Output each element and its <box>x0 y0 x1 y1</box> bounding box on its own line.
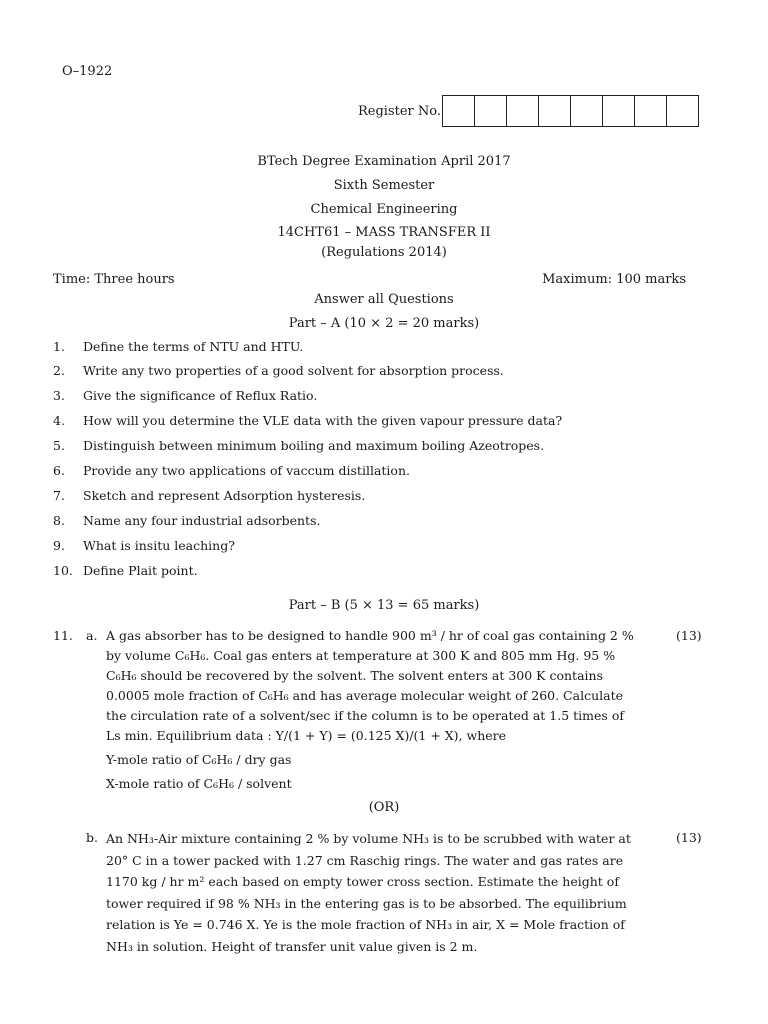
question-item <box>53 339 303 354</box>
register-box <box>443 96 475 126</box>
question-11b-label: b. <box>86 830 98 845</box>
question-11b-text <box>106 828 666 957</box>
register-number-boxes <box>442 95 699 127</box>
question-text: What is insitu leaching? <box>83 538 235 553</box>
question-item <box>53 513 320 528</box>
q11b-line: An NH₃-Air mixture containing 2 % by volume NH₃ is to be scrubbed with water at <box>106 831 631 846</box>
question-item <box>53 363 504 378</box>
question-11a-marks: (13) <box>676 628 702 643</box>
question-text: Define Plait point. <box>83 563 198 578</box>
question-text: Distinguish between minimum boiling and maximum boiling Azeotropes. <box>83 438 545 453</box>
question-11b-marks: (13) <box>676 830 702 845</box>
register-box <box>603 96 635 126</box>
question-text: Name any four industrial adsorbents. <box>83 513 321 528</box>
instruction: Answer all Questions <box>314 292 454 307</box>
question-number: 2. <box>53 363 65 378</box>
question-text: Give the significance of Reflux Ratio. <box>83 388 318 403</box>
question-11a-text <box>106 626 666 794</box>
question-number: 9. <box>53 538 65 553</box>
q11b-line: tower required if 98 % NH₃ in the entering gas is to be absorbed. The equilibrium <box>106 895 627 911</box>
question-number: 7. <box>53 488 65 503</box>
q11b-line: NH₃ in solution. Height of transfer unit value given is 2 m. <box>106 938 478 954</box>
question-text: Write any two properties of a good solvent for absorption process. <box>83 363 504 378</box>
register-box <box>475 96 507 126</box>
question-number: 4. <box>53 413 65 428</box>
register-box <box>667 96 698 126</box>
question-number: 6. <box>53 463 65 478</box>
q11a-line: the circulation rate of a solvent/sec if the column is to be operated at 1.5 times of <box>106 708 624 723</box>
question-item <box>53 463 410 478</box>
paper-code: O–1922 <box>62 64 113 79</box>
department: Chemical Engineering <box>310 202 458 217</box>
register-box <box>507 96 539 126</box>
time-allowed: Time: Three hours <box>53 272 175 287</box>
course-title: 14CHT61 – MASS TRANSFER II <box>277 225 491 240</box>
semester: Sixth Semester <box>333 178 435 193</box>
q11a-line: 0.0005 mole fraction of C₆H₆ and has average molecular weight of 260. Calculate <box>106 688 623 703</box>
q11a-line: Y-mole ratio of C₆H₆ / dry gas <box>106 752 292 767</box>
register-box <box>539 96 571 126</box>
question-text: Define the terms of NTU and HTU. <box>83 339 304 354</box>
question-number: 3. <box>53 388 65 403</box>
question-text: How will you determine the VLE data with the given vapour pressure data? <box>83 413 563 428</box>
question-number: 5. <box>53 438 65 453</box>
question-11a-label: a. <box>86 628 98 643</box>
question-item <box>53 563 198 578</box>
part-a-heading: Part – A (10 × 2 = 20 marks) <box>288 316 480 331</box>
question-text: Sketch and represent Adsorption hysteresis. <box>83 488 366 503</box>
register-number-label: Register No. <box>358 104 442 119</box>
q11b-line: 20° C in a tower packed with 1.27 cm Raschig rings. The water and gas rates are <box>106 852 624 868</box>
question-11-number: 11. <box>53 628 73 643</box>
question-number: 10. <box>53 563 73 578</box>
question-item <box>53 438 544 453</box>
question-item <box>53 388 317 403</box>
maximum-marks: Maximum: 100 marks <box>542 272 686 287</box>
q11a-line: A gas absorber has to be designed to handle 900 m³ / hr of coal gas containing 2 % <box>106 628 634 643</box>
question-item <box>53 538 235 553</box>
register-box <box>571 96 603 126</box>
q11b-line: 1170 kg / hr m² each based on empty tower cross section. Estimate the height of <box>106 874 619 889</box>
question-number: 8. <box>53 513 65 528</box>
part-b-heading: Part – B (5 × 13 = 65 marks) <box>288 598 480 613</box>
q11a-line: C₆H₆ should be recovered by the solvent. The solvent enters at 300 K contains <box>106 668 603 683</box>
register-box <box>635 96 667 126</box>
q11a-line: X-mole ratio of C₆H₆ / solvent <box>106 776 292 791</box>
question-number: 1. <box>53 339 65 354</box>
question-item <box>53 413 562 428</box>
regulations: (Regulations 2014) <box>321 245 447 260</box>
question-item <box>53 488 365 503</box>
q11b-line: relation is Ye = 0.746 X. Ye is the mole fraction of NH₃ in air, X = Mole fraction of <box>106 917 625 932</box>
or-separator: (OR) <box>368 800 400 815</box>
q11a-line: by volume C₆H₆. Coal gas enters at temperature at 300 K and 805 mm Hg. 95 % <box>106 648 616 663</box>
exam-title: BTech Degree Examination April 2017 <box>257 154 511 169</box>
question-text: Provide any two applications of vaccum distillation. <box>83 463 410 478</box>
q11a-line: Ls min. Equilibrium data : Y/(1 + Y) = (0.125 X)/(1 + X), where <box>106 728 507 743</box>
